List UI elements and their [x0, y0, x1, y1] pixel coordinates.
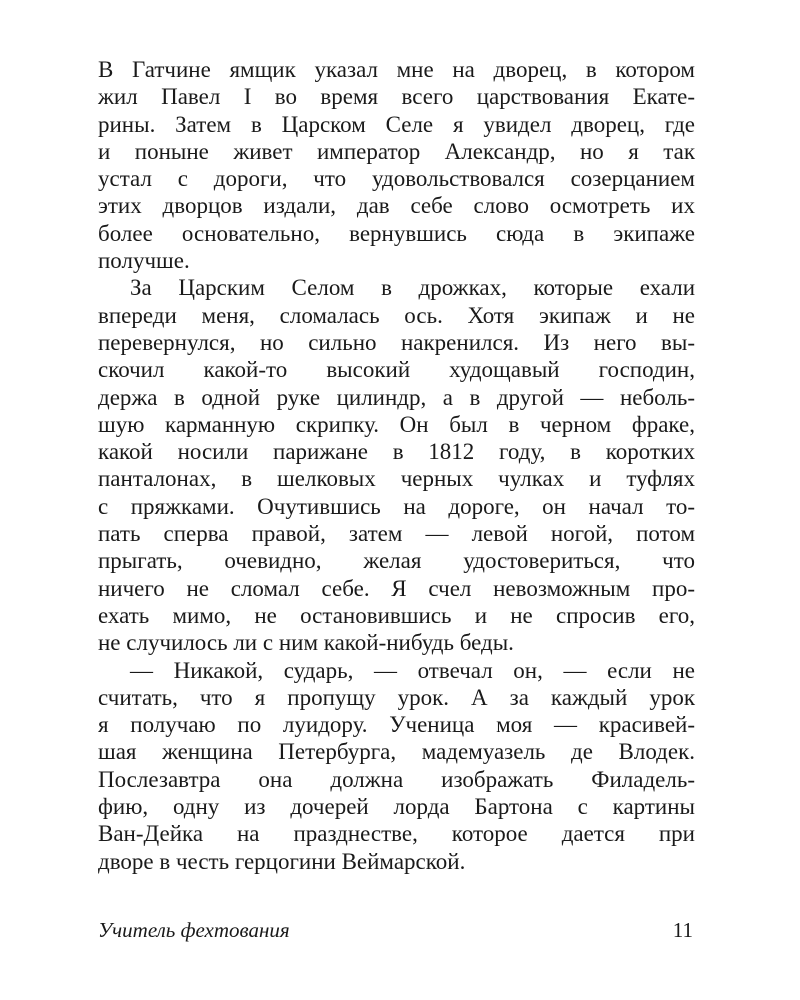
text-line: панталонах, в шелковых черных чулках и туфлях	[98, 466, 695, 492]
text-line: Ван-Дейка на празднестве, которое дается при	[98, 821, 695, 847]
text-line: считать, что я пропущу урок. А за каждый урок	[98, 684, 695, 710]
page-number: 11	[672, 918, 693, 942]
text-line: держа в одной руке цилиндр, а в другой — неболь-	[98, 384, 695, 410]
text-line: не случилось ли с ним какой-нибудь беды.	[98, 630, 514, 656]
text-line: жил Павел I во время всего царствования Екате-	[98, 84, 695, 110]
text-line: получше.	[98, 248, 190, 274]
text-line: фию, одну из дочерей лорда Бартона с картины	[98, 794, 695, 820]
text-line: этих дворцов издали, дав себе слово осмотреть их	[98, 193, 695, 219]
paragraph	[98, 56, 695, 274]
text-line: В Гатчине ямщик указал мне на дворец, в котором	[98, 57, 695, 82]
text-line: какой носили парижане в 1812 году, в коротких	[98, 439, 695, 465]
text-line: прыгать, очевидно, желая удостовериться, что	[98, 548, 695, 574]
text-line: устал с дороги, что удовольствовался созерцанием	[98, 166, 695, 192]
text-line: шую карманную скрипку. Он был в черном фраке,	[98, 411, 695, 437]
text-line: с пряжками. Очутившись на дороге, он начал то-	[98, 493, 695, 519]
text-line: и поныне живет император Александр, но я так	[98, 138, 695, 164]
paragraph	[98, 274, 695, 656]
running-title: Учитель фехтования	[98, 918, 290, 942]
text-line: я получаю по луидору. Ученица моя — красивей-	[98, 712, 695, 738]
text-line: ехать мимо, не остановившись и не спросив его,	[98, 602, 695, 628]
text-line: пать сперва правой, затем — левой ногой, потом	[98, 521, 695, 547]
text-line: За Царским Селом в дрожках, которые ехали	[130, 275, 695, 301]
paragraph	[98, 657, 695, 875]
body-text	[98, 56, 695, 875]
text-line: Послезавтра она должна изображать Филадель-	[98, 766, 695, 792]
text-line: впереди меня, сломалась ось. Хотя экипаж и не	[98, 302, 695, 328]
page-footer	[98, 918, 695, 948]
text-line: рины. Затем в Царском Селе я увидел дворец, где	[98, 111, 695, 137]
text-line: более основательно, вернувшись сюда в экипаже	[98, 220, 695, 246]
text-line: дворе в честь герцогини Веймарской.	[98, 848, 466, 874]
text-line: перевернулся, но сильно накренился. Из него вы-	[98, 329, 695, 355]
text-line: шая женщина Петербурга, мадемуазель де Влодек.	[98, 739, 695, 765]
text-line: скочил какой-то высокий худощавый господин,	[98, 357, 695, 383]
text-line: ничего не сломал себе. Я счел невозможным про-	[98, 575, 695, 601]
text-line: — Никакой, сударь, — отвечал он, — если не	[130, 657, 695, 683]
